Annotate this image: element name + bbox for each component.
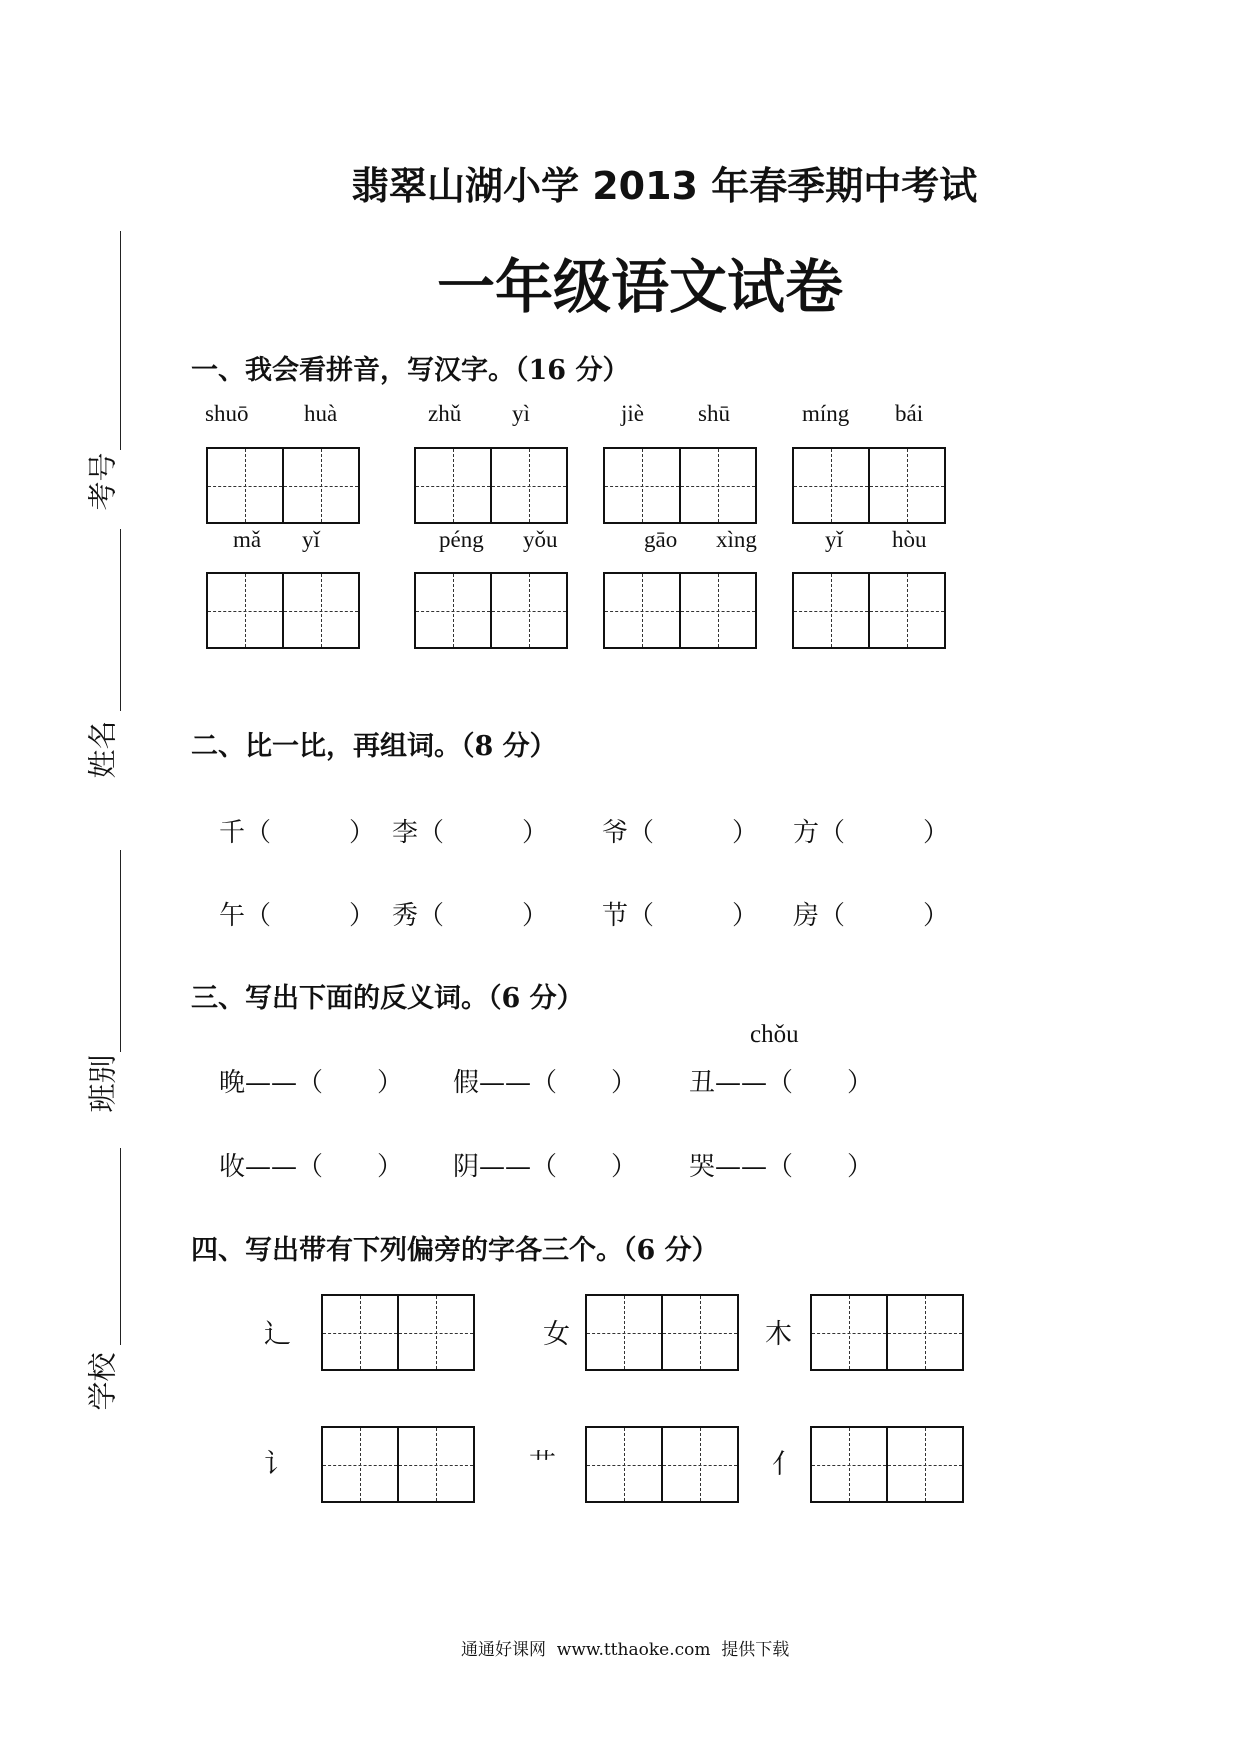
item-close: ） [732, 818, 759, 848]
writing-cell [587, 1296, 661, 1369]
tianzige-box-group [585, 1294, 739, 1371]
pinyin-syllable: yǐ [825, 527, 843, 552]
section-3-heading: 三、写出下面的反义词。（6 分） [191, 983, 584, 1014]
antonym-item [689, 1068, 873, 1098]
footer-credit: 通通好课网 www.tthaoke.com 提供下载 [461, 1640, 790, 1660]
writing-cell [490, 449, 566, 522]
pinyin-syllable: shuō [205, 401, 249, 426]
item-close: ） [349, 901, 376, 931]
item-close: ） [732, 901, 759, 931]
radical-label: 亻 [772, 1449, 799, 1480]
item-char: 李（ [392, 818, 445, 848]
writing-cell [282, 449, 358, 522]
antonym-word: 晚——（ [219, 1068, 324, 1098]
item-close: ） [847, 1068, 874, 1098]
radical-label: 艹 [529, 1449, 556, 1480]
tianzige-box-group [603, 572, 757, 649]
binding-line [120, 231, 121, 450]
writing-cell [416, 574, 490, 647]
writing-cell [661, 1296, 737, 1369]
tianzige-box-group [810, 1426, 964, 1503]
item-close: ） [377, 1152, 404, 1182]
pinyin-syllable: yǒu [523, 527, 558, 552]
tianzige-box-group [792, 572, 946, 649]
exam-number-label: 考号 [85, 452, 120, 511]
word-compare-item [602, 818, 758, 848]
antonym-word: 阴——（ [453, 1152, 558, 1182]
tianzige-box-group [206, 447, 360, 524]
section-1-heading: 一、我会看拼音，写汉字。（16 分） [191, 355, 630, 386]
antonym-word: 哭——（ [689, 1152, 794, 1182]
antonym-item [453, 1068, 637, 1098]
writing-cell [794, 574, 868, 647]
pinyin-syllable: jiè [621, 401, 644, 426]
tianzige-box-group [792, 447, 946, 524]
writing-cell [323, 1428, 397, 1501]
word-compare-item [602, 901, 758, 931]
writing-cell [605, 574, 679, 647]
radical-label: 木 [765, 1319, 792, 1350]
antonym-item [453, 1152, 637, 1182]
item-close: ） [349, 818, 376, 848]
tianzige-box-group [810, 1294, 964, 1371]
writing-cell [661, 1428, 737, 1501]
school-exam-title: 翡翠山湖小学 2013 年春季期中考试 [351, 164, 978, 208]
writing-cell [868, 449, 944, 522]
pinyin-syllable: huà [304, 401, 338, 426]
radical-label: 女 [543, 1319, 570, 1350]
writing-cell [886, 1428, 962, 1501]
item-close: ） [522, 818, 549, 848]
writing-cell [812, 1428, 886, 1501]
tianzige-box-group [321, 1294, 475, 1371]
binding-line [120, 529, 121, 711]
writing-cell [868, 574, 944, 647]
pinyin-syllable: yì [512, 401, 530, 426]
pinyin-syllable: xìng [716, 527, 757, 552]
antonym-item [219, 1068, 403, 1098]
antonym-word: 假——（ [453, 1068, 558, 1098]
antonym-item [219, 1152, 403, 1182]
item-close: ） [923, 818, 950, 848]
pinyin-syllable: péng [439, 527, 484, 552]
writing-cell [886, 1296, 962, 1369]
radical-label: 辶 [264, 1319, 291, 1350]
tianzige-box-group [414, 572, 568, 649]
pinyin-syllable: bái [895, 401, 924, 426]
writing-cell [812, 1296, 886, 1369]
writing-cell [416, 449, 490, 522]
radical-label: 讠 [264, 1449, 291, 1480]
pinyin-syllable: mǎ [233, 527, 262, 552]
binding-line [120, 1148, 121, 1345]
word-compare-item [793, 818, 949, 848]
item-close: ） [611, 1152, 638, 1182]
tianzige-box-group [206, 572, 360, 649]
word-compare-item [219, 818, 375, 848]
item-close: ） [611, 1068, 638, 1098]
tianzige-box-group [321, 1426, 475, 1503]
writing-cell [282, 574, 358, 647]
binding-line [120, 850, 121, 1052]
writing-cell [490, 574, 566, 647]
word-compare-item [219, 901, 375, 931]
antonym-item [689, 1152, 873, 1182]
writing-cell [679, 574, 755, 647]
paper-title: 一年级语文试卷 [437, 253, 844, 321]
tianzige-box-group [414, 447, 568, 524]
writing-cell [208, 449, 282, 522]
antonym-word: 丑——（ [689, 1068, 794, 1098]
item-close: ） [923, 901, 950, 931]
student-name-label: 姓名 [85, 720, 120, 779]
pinyin-syllable: shū [698, 401, 730, 426]
item-char: 午（ [219, 901, 272, 931]
section-4-heading: 四、写出带有下列偏旁的字各三个。（6 分） [191, 1235, 719, 1266]
tianzige-box-group [603, 447, 757, 524]
section-2-heading: 二、比一比，再组词。（8 分） [191, 731, 557, 762]
item-char: 房（ [793, 901, 846, 931]
pinyin-syllable: míng [802, 401, 850, 426]
writing-cell [397, 1296, 473, 1369]
item-close: ） [522, 901, 549, 931]
item-char: 秀（ [392, 901, 445, 931]
pinyin-syllable: gāo [644, 527, 678, 552]
word-compare-item [793, 901, 949, 931]
writing-cell [323, 1296, 397, 1369]
item-close: ） [847, 1152, 874, 1182]
word-compare-item [392, 901, 548, 931]
writing-cell [587, 1428, 661, 1501]
class-label: 班别 [85, 1054, 120, 1113]
item-close: ） [377, 1068, 404, 1098]
school-label: 学校 [85, 1352, 120, 1411]
item-char: 千（ [219, 818, 272, 848]
item-char: 方（ [793, 818, 846, 848]
writing-cell [794, 449, 868, 522]
writing-cell [605, 449, 679, 522]
word-compare-item [392, 818, 548, 848]
writing-cell [679, 449, 755, 522]
item-char: 节（ [602, 901, 655, 931]
pinyin-syllable: hòu [892, 527, 927, 552]
item-char: 爷（ [602, 818, 655, 848]
writing-cell [208, 574, 282, 647]
tianzige-box-group [585, 1426, 739, 1503]
pinyin-hint: chǒu [750, 1021, 799, 1048]
pinyin-syllable: zhǔ [428, 401, 462, 426]
writing-cell [397, 1428, 473, 1501]
antonym-word: 收——（ [219, 1152, 324, 1182]
pinyin-syllable: yǐ [302, 527, 320, 552]
